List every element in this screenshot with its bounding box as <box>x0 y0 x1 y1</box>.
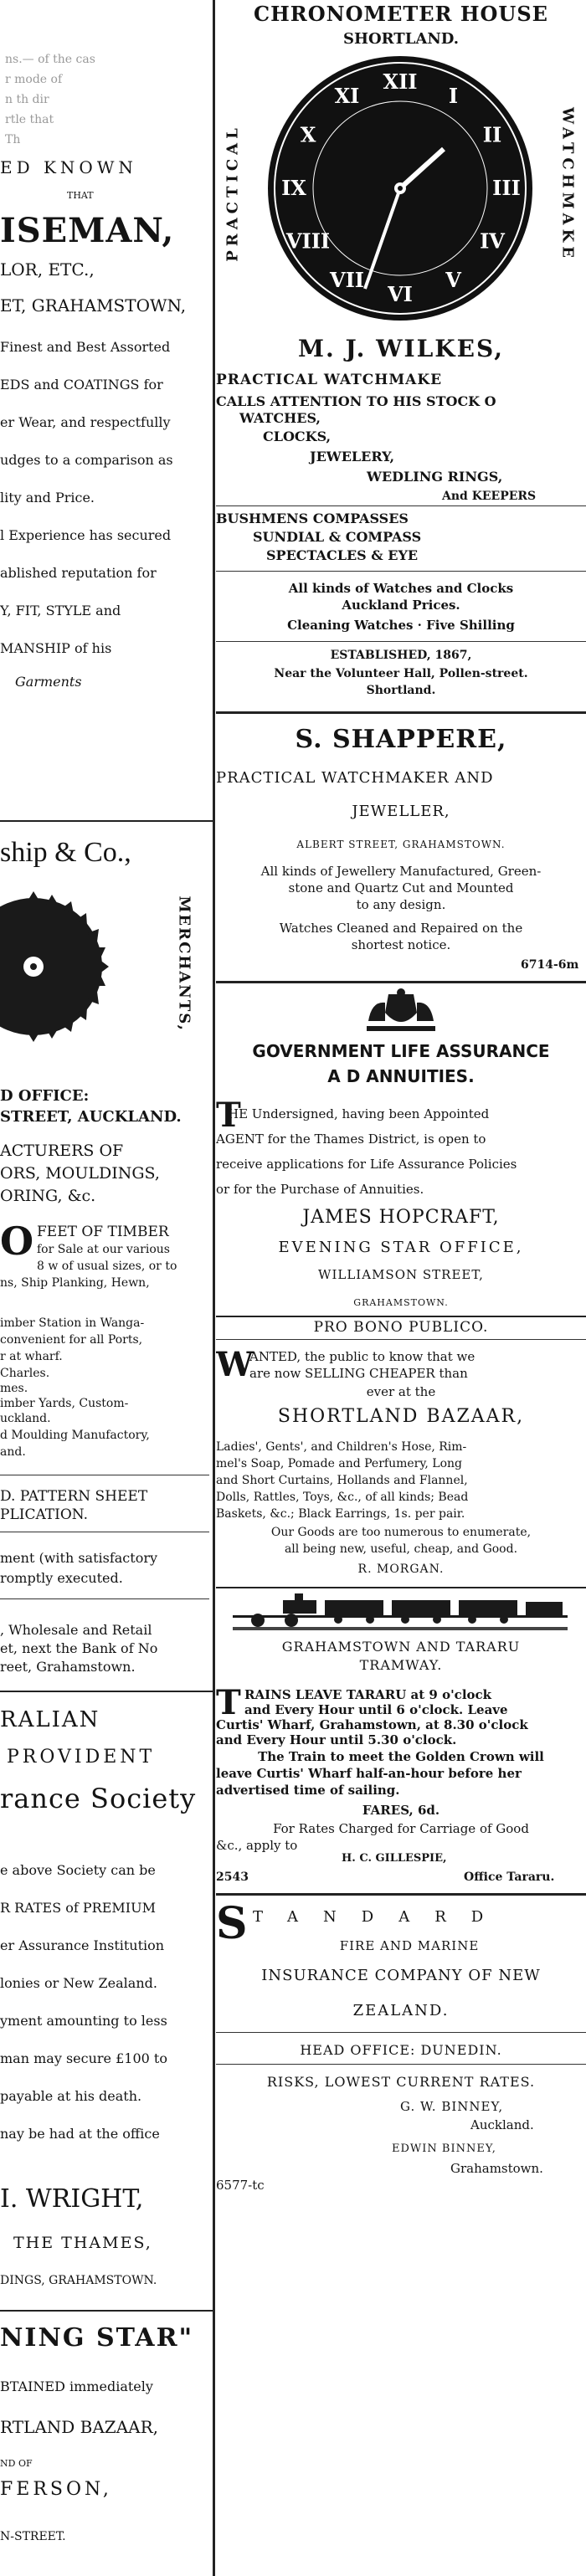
standard-title: TANDARD <box>253 1908 509 1926</box>
stock-keepers: And KEEPERS <box>442 490 537 503</box>
society-line: payable at his death. <box>0 2088 142 2104</box>
tramway-title: GRAHAMSTOWN AND TARARU <box>281 1639 521 1655</box>
buildings-line: DINGS, GRAHAMSTOWN. <box>0 2274 157 2287</box>
bazaar-line: RTLAND BAZAAR, <box>0 2417 159 2437</box>
prices-line: Auckland Prices. <box>342 598 460 613</box>
station-line: Charles. <box>0 1367 50 1380</box>
tramway-title-2: TRAMWAY. <box>359 1657 443 1673</box>
agent-name: JAMES HOPCRAFT, <box>302 1207 500 1228</box>
rates-line: &c., apply to <box>216 1838 298 1853</box>
established-line: ESTABLISHED, 1867, <box>330 649 472 662</box>
side-label-left-wrap <box>216 109 249 293</box>
divider <box>0 1598 209 1599</box>
known-heading: ED KNOWN <box>0 157 137 177</box>
calls-attention: CALLS ATTENTION TO HIS STOCK O <box>216 393 496 409</box>
goods-line: Our Goods are too numerous to enumerate, <box>270 1526 532 1539</box>
goods-line: Dolls, Rattles, Toys, &c., of all kinds; Bead <box>216 1491 469 1504</box>
divider <box>216 571 586 572</box>
merchants-label: MERCHANTS, <box>175 895 193 1032</box>
goods-line: mel's Soap, Pomade and Perfumery, Long <box>216 1457 462 1470</box>
pro-bono-title: PRO BONO PUBLICO. <box>313 1319 489 1336</box>
station-line: imber Yards, Custom- <box>0 1397 129 1410</box>
stock-sundial: SUNDIAL & COMPASS <box>253 529 422 545</box>
divider <box>216 641 586 642</box>
that-label: THAT <box>67 190 94 201</box>
drop-cap-w: W <box>216 1345 254 1384</box>
shappere-body: stone and Quartz Cut and Mounted <box>288 880 514 895</box>
stock-watches: WATCHES, <box>239 410 321 426</box>
society-line: nay be had at the office <box>0 2126 160 2142</box>
tramway-line: advertised time of sailing. <box>216 1783 400 1798</box>
shappere-body: All kinds of Jewellery Manufactured, Green- <box>260 864 542 879</box>
shappere-body: Watches Cleaned and Repaired on the <box>279 921 523 936</box>
stock-jewelery: JEWELERY, <box>310 449 395 464</box>
clock-numeral: I <box>448 84 459 108</box>
section-divider <box>216 1316 586 1317</box>
side-label-left: PRACTICAL <box>224 124 242 262</box>
section-divider <box>0 1691 213 1692</box>
binney-grahamstown-place: Grahamstown. <box>450 2161 543 2176</box>
pro-bono-line: ever at the <box>366 1384 436 1399</box>
gillespie-name: H. C. GILLESPIE, <box>342 1852 447 1865</box>
government-body: AGENT for the Thames District, is open to <box>216 1131 486 1147</box>
clock-numeral: VII <box>329 268 365 292</box>
body-line: Y, FIT, STYLE and <box>0 603 121 618</box>
ghost-line: Th <box>5 133 21 146</box>
clock-numeral: III <box>492 176 521 200</box>
section-divider <box>216 1893 586 1896</box>
society-line: er Assurance Institution <box>0 1937 165 1953</box>
shappere-jeweller: JEWELLER, <box>352 803 450 820</box>
tailor-line: LOR, ETC., <box>0 259 95 280</box>
body-line: EDS and COATINGS for <box>0 377 163 393</box>
body-line: udges to a comparison as <box>0 452 173 468</box>
agent-office: EVENING STAR OFFICE, <box>278 1239 524 1256</box>
provident-heading: PROVIDENT <box>7 1747 156 1768</box>
ghost-line: ns.— of the cas <box>5 53 95 66</box>
drop-cap-t: T <box>216 1096 241 1135</box>
head-office: D OFFICE: <box>0 1087 90 1105</box>
station-line: r at wharf. <box>0 1350 63 1363</box>
clock-numeral: II <box>482 122 502 147</box>
body-line: Garments <box>15 674 82 690</box>
tramway-line: and Every Hour until 6 o'clock. Leave <box>244 1702 508 1717</box>
stock-wedding: WEDLING RINGS, <box>367 469 503 485</box>
company-name: ship & Co., <box>0 837 131 868</box>
government-body: HE Undersigned, having been Appointed <box>228 1106 490 1121</box>
shappere-body: shortest notice. <box>351 937 451 952</box>
payment-line: ment (with satisfactory <box>0 1550 158 1566</box>
binney-auckland-place: Auckland. <box>470 2117 534 2132</box>
wholesale-line: reet, Grahamstown. <box>0 1659 136 1675</box>
near-line: Near the Volunteer Hall, Pollen-street. <box>274 667 528 680</box>
timber-line: ns, Ship Planking, Hewn, <box>0 1276 150 1290</box>
left-column <box>0 0 213 2576</box>
thames-line: THE THAMES, <box>13 2234 152 2252</box>
ghost-line: rtle that <box>5 113 54 126</box>
binney-auckland: G. W. BINNEY, <box>400 2099 504 2114</box>
government-title: GOVERNMENT LIFE ASSURANCE <box>252 1041 550 1061</box>
timber-line: 8 w of usual sizes, or to <box>37 1260 177 1273</box>
station-line: imber Station in Wanga- <box>0 1316 145 1330</box>
side-label-right: WATCHMAKE <box>558 106 577 263</box>
shop-title: CHRONOMETER HOUSE <box>254 2 548 26</box>
cleaning-line: Cleaning Watches · Five Shilling <box>287 618 515 633</box>
timber-heading: FEET OF TIMBER <box>37 1224 169 1240</box>
society-line: e above Society can be <box>0 1862 156 1878</box>
goods-line: Ladies', Gents', and Children's Hose, Rim- <box>216 1440 467 1454</box>
right-column <box>216 0 586 2576</box>
clock-numeral: IX <box>281 176 306 200</box>
station-line: d Moulding Manufactory, <box>0 1429 150 1442</box>
auckland-address: STREET, AUCKLAND. <box>0 1108 182 1126</box>
payment-line: romptly executed. <box>0 1570 123 1586</box>
body-line: MANSHIP of his <box>0 640 112 656</box>
stock-spectacles: SPECTACLES & EYE <box>266 547 419 563</box>
coat-of-arms-icon <box>363 988 439 1038</box>
standard-line: ZEALAND. <box>352 2002 450 2019</box>
tramway-ref: 2543 <box>216 1870 249 1884</box>
head-office: HEAD OFFICE: DUNEDIN. <box>300 2042 502 2058</box>
goods-line: all being new, useful, cheap, and Good. <box>284 1542 518 1556</box>
goods-line: Baskets, &c.; Black Earrings, 1s. per pair. <box>216 1507 465 1521</box>
station-line: convenient for all Ports, <box>0 1333 143 1347</box>
standard-ref: 6577-tc <box>216 2178 265 2193</box>
ghost-line: r mode of <box>5 73 63 86</box>
body-line: ablished reputation for <box>0 565 157 581</box>
section-divider <box>0 2310 213 2312</box>
drop-cap-s: S <box>216 1898 248 1949</box>
drop-cap-o: O <box>0 1219 34 1264</box>
shappere-name: S. SHAPPERE, <box>295 725 507 754</box>
train-icon <box>233 1590 568 1634</box>
divider <box>216 2032 586 2033</box>
clock-numeral: IV <box>480 228 505 254</box>
bazaar-name: SHORTLAND BAZAAR, <box>277 1406 525 1427</box>
clock-numeral: XII <box>383 69 418 94</box>
clock-numeral: XI <box>334 84 360 108</box>
body-line: Finest and Best Assorted <box>0 339 171 355</box>
divider <box>216 1339 586 1340</box>
street-end-line: N-STREET. <box>0 2530 66 2543</box>
divider <box>216 2064 586 2065</box>
clock-numeral: VIII <box>285 228 331 254</box>
shappere-ref: 6714-6m <box>521 958 579 972</box>
watchmaker-trade: PRACTICAL WATCHMAKE <box>216 372 443 388</box>
manufacturers-line: ACTURERS OF <box>0 1142 124 1160</box>
shappere-address: ALBERT STREET, GRAHAMSTOWN. <box>296 839 506 850</box>
tramway-line: leave Curtis' Wharf half-an-hour before her <box>216 1766 522 1781</box>
shortland-line: Shortland. <box>366 684 436 697</box>
pro-bono-line: are now SELLING CHEAPER than <box>249 1366 468 1381</box>
stock-clocks: CLOCKS, <box>263 428 332 444</box>
australian-heading: RALIAN <box>0 1707 100 1732</box>
tramway-line: RAINS LEAVE TARARU at 9 o'clock <box>244 1687 492 1702</box>
society-line: man may secure £100 to <box>0 2050 167 2066</box>
shappere-body: to any design. <box>356 897 446 912</box>
risks-line: RISKS, LOWEST CURRENT RATES. <box>266 2074 536 2090</box>
watchmaker-name: M. J. WILKES, <box>298 335 504 362</box>
saw-blade-icon <box>0 887 117 1046</box>
clock-numeral: X <box>300 122 316 147</box>
section-divider <box>216 981 586 983</box>
government-subtitle: A D ANNUITIES. <box>327 1066 475 1086</box>
section-divider <box>0 820 213 822</box>
merchants-vertical-wrap <box>159 895 209 1080</box>
government-body: receive applications for Life Assurance Policies <box>216 1157 517 1172</box>
wholesale-line: et, next the Bank of No <box>0 1640 158 1656</box>
station-line: uckland. <box>0 1412 51 1425</box>
pattern-line: PLICATION. <box>0 1506 88 1523</box>
obtained-line: BTAINED immediately <box>0 2378 153 2394</box>
section-divider <box>216 711 586 714</box>
binney-grahamstown: EDWIN BINNEY, <box>392 2142 496 2155</box>
agent-town: GRAHAMSTOWN. <box>353 1297 449 1308</box>
station-line: mes. <box>0 1382 28 1395</box>
ghost-line: n th dir <box>5 93 49 106</box>
clock-icon <box>258 50 542 326</box>
side-label-right-wrap <box>551 92 584 293</box>
manufacturers-line: ORS, MOULDINGS, <box>0 1164 160 1183</box>
stock-compasses: BUSHMENS COMPASSES <box>216 511 409 526</box>
section-divider <box>216 1587 586 1588</box>
column-rule <box>213 0 215 2576</box>
shappere-trade: PRACTICAL WATCHMAKER AND <box>216 769 494 787</box>
agent-street: WILLIAMSON STREET, <box>318 1267 484 1282</box>
morgan-signature: R. MORGAN. <box>357 1563 445 1576</box>
society-line: yment amounting to less <box>0 2013 167 2029</box>
fares-line: FARES, 6d. <box>362 1803 440 1818</box>
street-line: ET, GRAHAMSTOWN, <box>0 295 187 316</box>
end-of-line: ND OF <box>0 2458 33 2469</box>
gillespie-office: Office Tararu. <box>464 1870 555 1884</box>
tramway-line: The Train to meet the Golden Crown will <box>258 1749 544 1764</box>
society-line: R RATES of PREMIUM <box>0 1900 156 1916</box>
clock-numeral: V <box>445 268 461 292</box>
wholesale-line: , Wholesale and Retail <box>0 1622 152 1638</box>
drop-cap-t: T <box>216 1683 241 1722</box>
goods-line: and Short Curtains, Hollands and Flannel, <box>216 1474 468 1487</box>
pro-bono-line: ANTED, the public to know that we <box>249 1349 475 1364</box>
body-line: lity and Price. <box>0 490 95 505</box>
ferson-line: FERSON, <box>0 2479 112 2500</box>
rates-line: For Rates Charged for Carriage of Good <box>273 1821 529 1836</box>
pattern-line: D. PATTERN SHEET <box>0 1488 148 1505</box>
body-line: l Experience has secured <box>0 527 172 543</box>
divider <box>216 505 586 506</box>
evening-star-heading: NING STAR" <box>0 2323 194 2353</box>
manufacturers-line: ORING, &c. <box>0 1187 96 1205</box>
standard-line: FIRE AND MARINE <box>339 1938 480 1953</box>
society-line: lonies or New Zealand. <box>0 1975 157 1991</box>
standard-line: INSURANCE COMPANY OF NEW <box>261 1967 541 1984</box>
clock-numeral: VI <box>388 282 413 306</box>
kinds-line: All kinds of Watches and Clocks <box>288 581 514 596</box>
timber-line: for Sale at our various <box>37 1243 170 1256</box>
government-body: or for the Purchase of Annuities. <box>216 1182 424 1197</box>
body-line: er Wear, and respectfully <box>0 414 171 430</box>
tradesman-heading: ISEMAN, <box>0 211 175 250</box>
society-heading: rance Society <box>0 1783 197 1814</box>
shop-place: SHORTLAND. <box>342 30 460 48</box>
tramway-line: and Every Hour until 5.30 o'clock. <box>216 1732 457 1747</box>
station-line: and. <box>0 1445 26 1459</box>
tramway-line: Curtis' Wharf, Grahamstown, at 8.30 o'clock <box>216 1717 528 1732</box>
wright-name: I. WRIGHT, <box>0 2184 144 2214</box>
